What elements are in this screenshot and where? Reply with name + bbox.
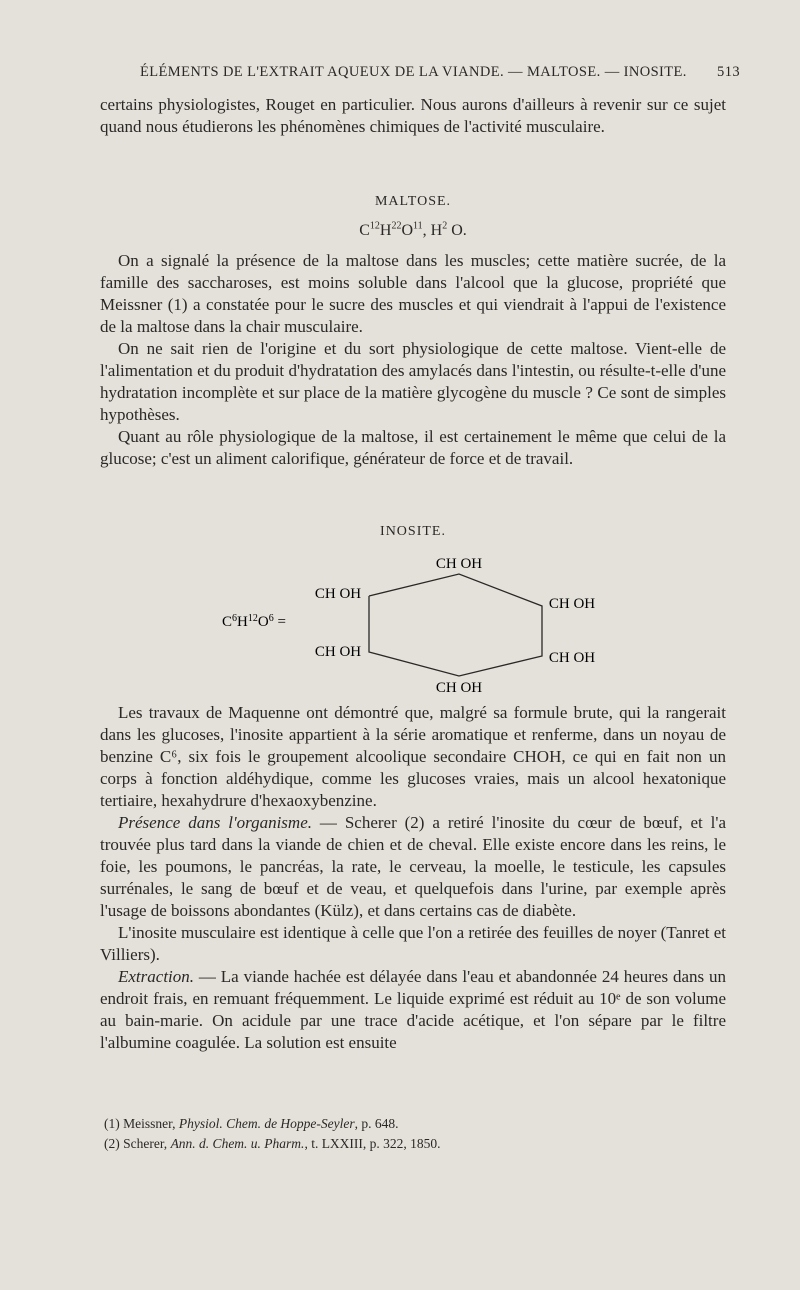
- ring-label-lower-right: CH OH: [548, 650, 596, 666]
- ring-label-upper-left: CH OH: [314, 586, 362, 602]
- maltose-formula: $C^{12}H^{22}O^{11}$, $H^2$ O.: [359, 220, 467, 239]
- presence-label: Présence dans l'organisme.: [118, 813, 312, 832]
- inosite-paragraph-3: L'inosite musculaire est identique à celle que l'on a retirée des feuilles de noyer (Tanret et Villiers).: [100, 923, 726, 964]
- inosite-paragraph-1: Les travaux de Maquenne ont démontré que, malgré sa formule brute, qui la rangerait dans les glucoses, l'inosite appartient à la série aromatique et renferme, dans un noyau de benzine C⁶, six fois le groupement alcoolique secondaire CHOH, ce qui en fait non un corps à fonction aldéhydique, comme les glucoses vraies, mais un alcool hexatonique tertiaire, hexahydrure d'hexaoxybenzine.: [100, 703, 726, 810]
- ring-label-bottom: CH OH: [435, 680, 483, 696]
- maltose-paragraph-3: Quant au rôle physiologique de la maltose, il est certainement le même que celui de la glucose; c'est un aliment calorifique, générateur de force et de travail.: [100, 427, 726, 468]
- maltose-paragraph-1: On a signalé la présence de la maltose dans les muscles; cette matière sucrée, de la famille des saccharoses, est moins soluble dans l'alcool que la glucose, propriété que Meissner (1) a constatée pour le sucre des muscles et qui viendrait à l'appui de l'existence de la maltose dans la chair musculaire.: [100, 251, 726, 336]
- inosite-brute-formula: $C^6H^{12}O^6$ =: [222, 613, 286, 630]
- inosite-title: INOSITE.: [380, 524, 446, 539]
- intro-block: [100, 94, 726, 138]
- maltose-body: [100, 250, 726, 470]
- footnote-1: (1) Meissner, Physiol. Chem. de Hoppe-Seyler, p. 648.: [104, 1116, 399, 1131]
- inosite-structure-diagram: [0, 548, 800, 700]
- footnote-2: (2) Scherer, Ann. d. Chem. u. Pharm., t. LXXIII, p. 322, 1850.: [104, 1136, 441, 1151]
- page-number: 513: [717, 64, 740, 80]
- running-header: [140, 64, 740, 81]
- extraction-label: Extraction.: [118, 967, 195, 986]
- inosite-paragraph-4: Extraction. — La viande hachée est délayée dans l'eau et abandonnée 24 heures dans un endroit frais, en remuant fréquemment. Le liquide exprimé est réduit au 10ᵉ de son volume au bain-marie. On acidule par une trace d'acide acétique, et l'on sépare par le filtre l'albumine coagulée. La solution est ensuite: [100, 967, 726, 1052]
- maltose-paragraph-2: On ne sait rien de l'origine et du sort physiologique de cette maltose. Vient-elle de l'alimentation et du produit d'hydratation des amylacés dans l'intestin, ou résulte-t-elle d'une hydratation incomplète et sur place de la matière glycogène du muscle ? Ce sont de simples hypothèses.: [100, 339, 726, 424]
- maltose-title: MALTOSE.: [374, 194, 452, 209]
- inosite-body: [100, 702, 726, 1054]
- running-title: ÉLÉMENTS DE L'EXTRAIT AQUEUX DE LA VIANDE. — MALTOSE. — INOSITE.: [140, 64, 687, 80]
- ring-label-upper-right: CH OH: [548, 596, 596, 612]
- ring-label-lower-left: CH OH: [314, 644, 362, 660]
- intro-paragraph: certains physiologistes, Rouget en particulier. Nous aurons d'ailleurs à revenir sur ce sujet quand nous étudierons les phénomènes chimiques de l'activité musculaire.: [100, 95, 726, 136]
- benzene-ring: [369, 574, 542, 676]
- ring-label-top: CH OH: [435, 556, 483, 572]
- footnotes: [104, 1114, 724, 1154]
- inosite-paragraph-2: Présence dans l'organisme. — Scherer (2) a retiré l'inosite du cœur de bœuf, et l'a trouvée plus tard dans la viande de chien et de cheval. Elle existe encore dans les reins, le foie, les poumons, le pancréas, la rate, le cerveau, la moelle, le testicule, les capsules surrénales, le sang de bœuf et de veau, et quelquefois dans l'urine, par exemple après l'usage de boissons abondantes (Külz), et dans certains cas de diabète.: [100, 813, 727, 920]
